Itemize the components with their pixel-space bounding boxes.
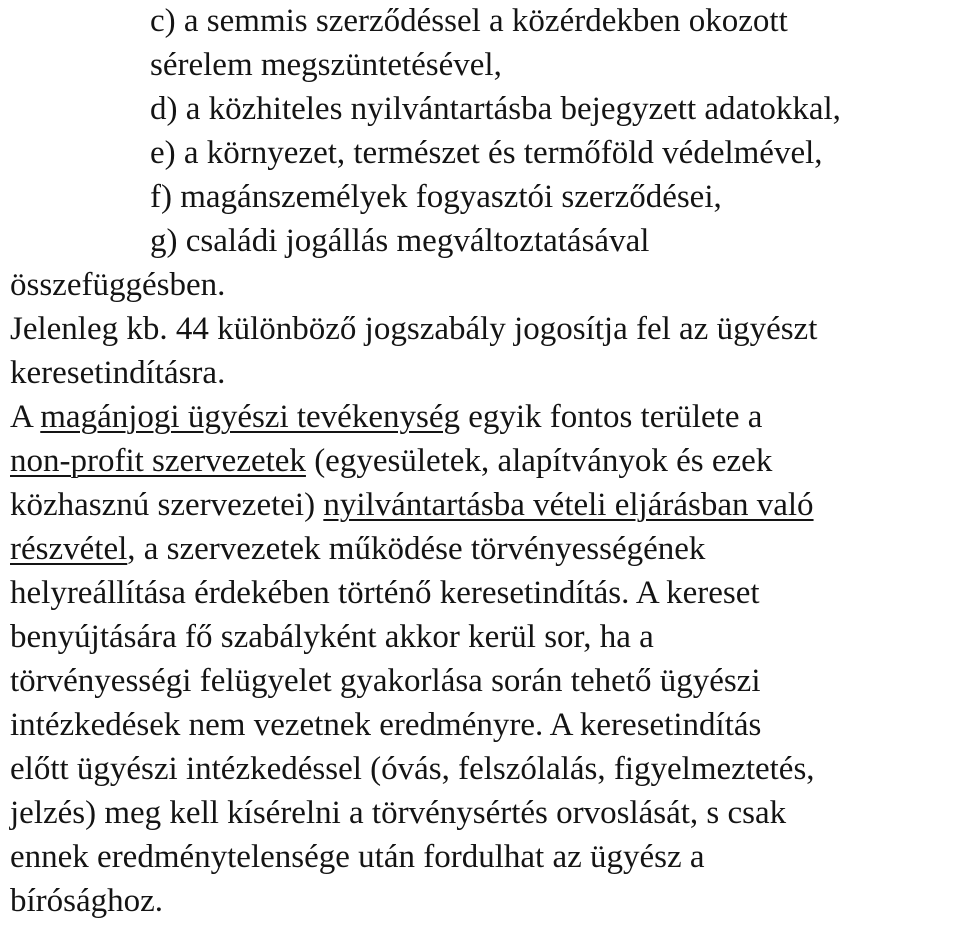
list-item-c-line-1: c) a semmis szerződéssel a közérdekben okozott <box>150 3 788 39</box>
text-run: egyik fontos területe a <box>459 398 763 435</box>
paragraph-line: jelzés) meg kell kísérelni a törvénysértés orvoslását, s csak <box>10 794 787 831</box>
underlined-term: non-profit szervezetek <box>10 442 306 479</box>
list-item-f: f) magánszemélyek fogyasztói szerződései, <box>150 178 722 215</box>
paragraph-line <box>10 396 762 440</box>
paragraph-line: összefüggésben. <box>10 266 226 303</box>
paragraph-line: keresetindításra. <box>10 354 226 391</box>
paragraph-line <box>10 484 814 528</box>
underlined-term: magánjogi ügyészi tevékenység <box>40 398 460 435</box>
list-item-e: e) a környezet, természet és termőföld védelmével, <box>150 134 823 171</box>
paragraph-line: törvényességi felügyelet gyakorlása során tehető ügyészi <box>10 662 761 699</box>
paragraph-line: Jelenleg kb. 44 különböző jogszabály jogosítja fel az ügyészt <box>10 310 818 347</box>
paragraph-line: intézkedések nem vezetnek eredményre. A keresetindítás <box>10 706 762 743</box>
underlined-term: részvétel <box>10 530 128 567</box>
text-run: A <box>10 398 41 435</box>
paragraph-line: előtt ügyészi intézkedéssel (óvás, felszólalás, figyelmeztetés, <box>10 750 815 787</box>
underlined-term: nyilvántartásba vételi eljárásban való <box>323 486 814 523</box>
text-run: (egyesületek, alapítványok és ezek <box>305 442 773 479</box>
paragraph-line <box>10 528 705 572</box>
paragraph-line <box>10 440 772 484</box>
paragraph-line: ennek eredménytelensége után fordulhat az ügyész a <box>10 838 705 875</box>
list-item-d: d) a közhiteles nyilvántartásba bejegyzett adatokkal, <box>150 90 841 127</box>
paragraph-line: helyreállítása érdekében történő keresetindítás. A kereset <box>10 574 760 611</box>
paragraph-line: bírósághoz. <box>10 882 164 919</box>
paragraph-line: benyújtására fő szabályként akkor kerül sor, ha a <box>10 618 654 655</box>
text-run: közhasznú szervezetei) <box>10 486 324 523</box>
text-run: , a szervezetek működése törvényességének <box>127 530 706 567</box>
list-item-c-line-2: sérelem megszüntetésével, <box>150 46 502 83</box>
list-item-g: g) családi jogállás megváltoztatásával <box>150 222 650 259</box>
